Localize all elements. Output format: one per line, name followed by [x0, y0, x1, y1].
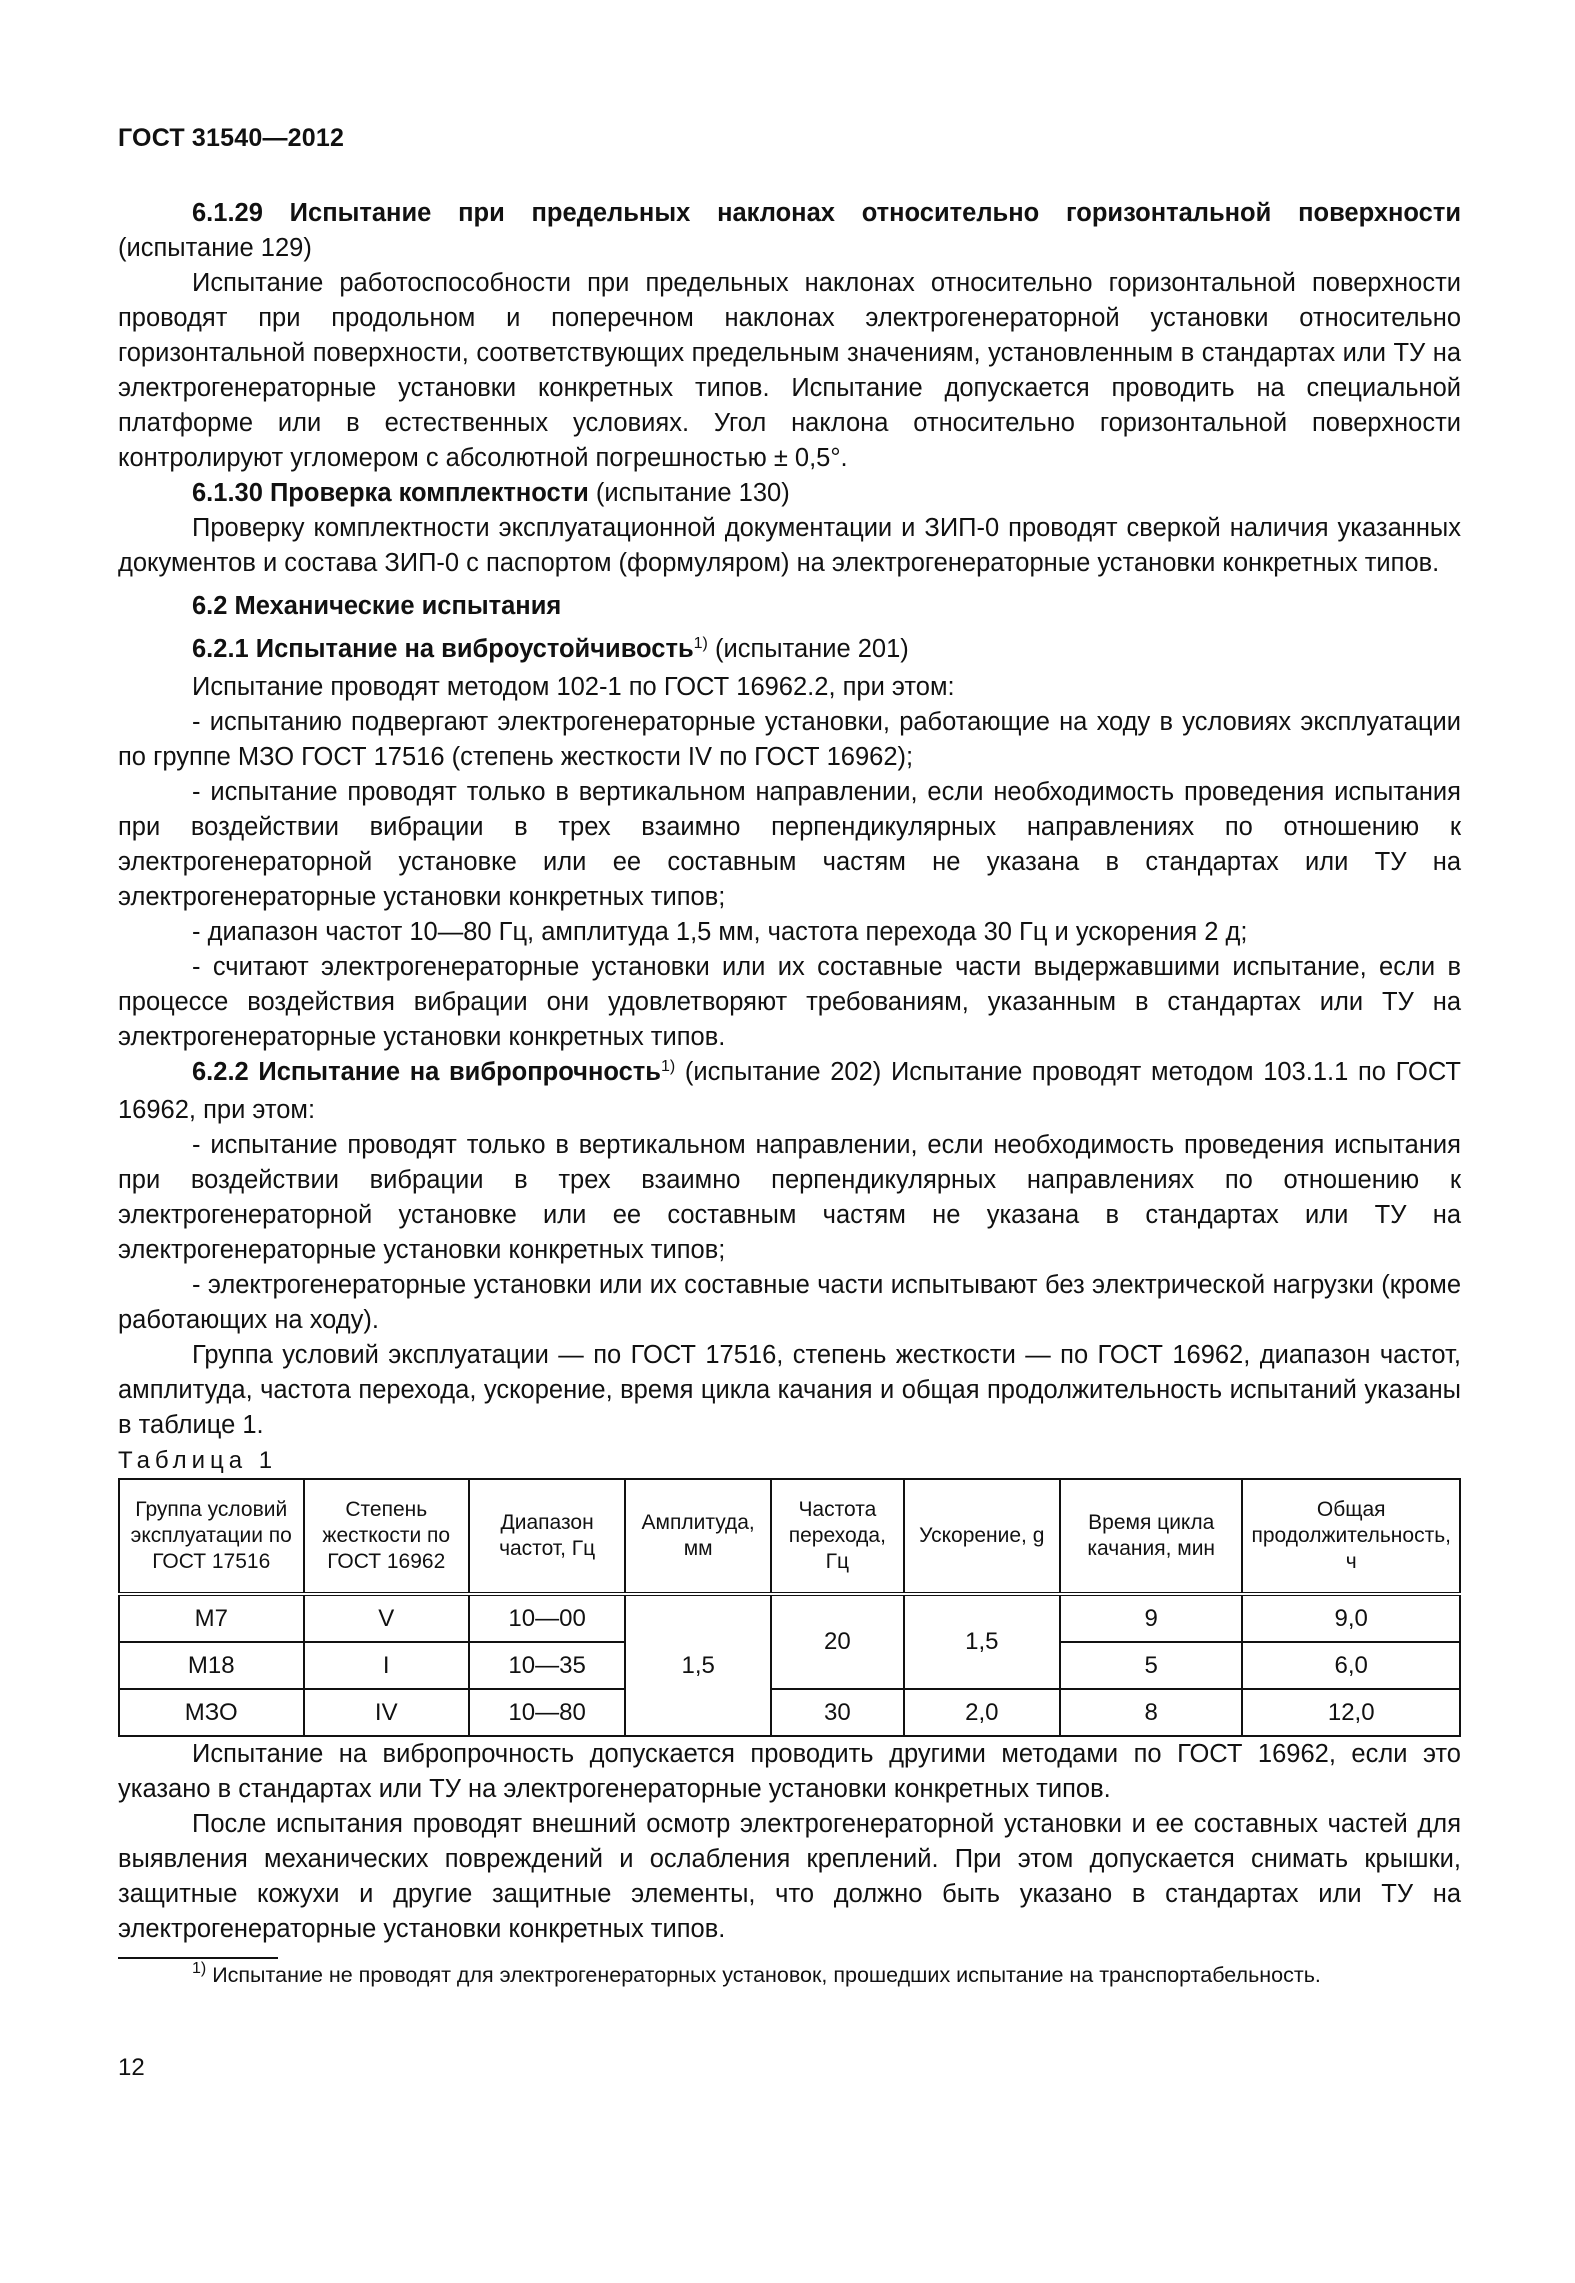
heading-text: 6.2 Механические испытания [192, 592, 562, 620]
table-cell: М18 [119, 1642, 304, 1689]
table-row [119, 1594, 1460, 1642]
column-header: Степень жесткости по ГОСТ 16962 [304, 1479, 470, 1594]
heading-text: 6.2.2 Испытание на вибропрочность [192, 1058, 661, 1086]
column-header: Группа условий эксплуатации по ГОСТ 17516 [119, 1479, 304, 1594]
column-header: Общая продолжительность, ч [1242, 1479, 1460, 1594]
heading-tail: (испытание 130) [588, 479, 790, 507]
section-6-2-1-heading [118, 632, 1461, 670]
table-cell: 10—00 [469, 1594, 625, 1642]
section-6-2-2-heading [118, 1055, 1461, 1128]
column-header: Амплитуда, мм [625, 1479, 771, 1594]
footnote-mark: 1) [693, 635, 708, 652]
column-header: Ускорение, g [904, 1479, 1060, 1594]
table-cell: 5 [1060, 1642, 1242, 1689]
table-cell-merged: 1,5 [625, 1594, 771, 1736]
section-6-1-30-body: Проверку комплектности эксплуатационной документации и ЗИП-0 проводят сверкой наличия указанных документов и состава ЗИП-0 с паспортом (формуляром) на электрогенераторные установки конкретных типов. [118, 514, 1461, 577]
column-header: Диапазон частот, Гц [469, 1479, 625, 1594]
heading-text: 6.2.1 Испытание на виброустойчивость [192, 635, 694, 663]
table-reference-paragraph: Группа условий эксплуатации — по ГОСТ 17516, степень жесткости — по ГОСТ 16962, диапазон частот, амплитуда, частота перехода, ускорение, время цикла качания и общая продолжительность испытаний указаны в таблице 1. [118, 1341, 1461, 1439]
table-1 [118, 1478, 1461, 1737]
table-header-row [119, 1479, 1460, 1594]
page-number: 12 [118, 2054, 145, 2081]
footnote-mark: 1) [192, 1960, 207, 1977]
document-code: ГОСТ 31540—2012 [118, 124, 345, 152]
table-cell: 12,0 [1242, 1689, 1460, 1736]
table-cell-merged: 1,5 [904, 1594, 1060, 1689]
table-cell: I [304, 1642, 470, 1689]
table-caption: Таблица 1 [118, 1447, 278, 1474]
list-item: - диапазон частот 10—80 Гц, амплитуда 1,5 мм, частота перехода 30 Гц и ускорения 2 д; [192, 918, 1248, 946]
table-cell: 8 [1060, 1689, 1242, 1736]
list-item: - испытанию подвергают электрогенераторные установки, работающие на ходу в условиях эксплуатации по группе МЗО ГОСТ 17516 (степень жесткости IV по ГОСТ 16962); [118, 708, 1461, 771]
heading-tail: (испытание 129) [118, 234, 312, 262]
table-cell: 6,0 [1242, 1642, 1460, 1689]
table-cell: 10—80 [469, 1689, 625, 1736]
section-6-1-29-body: Испытание работоспособности при предельных наклонах относительно горизонтальной поверхности проводят при продольном и поперечном наклонах электрогенераторной установки относительно горизонтальной поверхности, соответствующих предельным значениям, установленным в стандартах или ТУ на электрогенераторные установки конкретных типов. Испытание допускается проводить на специальной платформе или в естественных условиях. Угол наклона относительно горизонтальной поверхности контролируют угломером с абсолютной погрешностью ± 0,5°. [118, 269, 1461, 472]
list-item: - электрогенераторные установки или их составные части испытывают без электрической нагрузки (кроме работающих на ходу). [118, 1271, 1461, 1334]
table-cell: МЗО [119, 1689, 304, 1736]
section-6-1-30-heading [118, 476, 1461, 511]
table-cell: 9,0 [1242, 1594, 1460, 1642]
footnote-text: Испытание не проводят для электрогенераторных установок, прошедших испытание на транспортабельность. [206, 1963, 1321, 1987]
table-cell: IV [304, 1689, 470, 1736]
column-header: Время цикла качания, мин [1060, 1479, 1242, 1594]
table-cell: 10—35 [469, 1642, 625, 1689]
table-cell: 9 [1060, 1594, 1242, 1642]
table-cell: М7 [119, 1594, 304, 1642]
paragraph: После испытания проводят внешний осмотр электрогенераторной установки и ее составных частей для выявления механических повреждений и ослабления креплений. При этом допускается снимать крышки, защитные кожухи и другие защитные элементы, что должно быть указано в стандартах или ТУ на электрогенераторные установки конкретных типов. [118, 1810, 1461, 1943]
list-item: - испытание проводят только в вертикальном направлении, если необходимость проведения испытания при воздействии вибрации в трех взаимно перпендикулярных направлениях по отношению к электрогенераторной установке или ее составным частям не указана в стандартах или ТУ на электрогенераторные установки конкретных типов; [118, 1131, 1461, 1264]
table-cell: 2,0 [904, 1689, 1060, 1736]
section-6-1-29-heading [118, 196, 1461, 266]
heading-text: 6.1.29 Испытание при предельных наклонах относительно горизонтальной поверхности [192, 199, 1461, 227]
table-cell: V [304, 1594, 470, 1642]
table-row [119, 1689, 1460, 1736]
section-6-2-1-intro: Испытание проводят методом 102-1 по ГОСТ 16962.2, при этом: [192, 673, 955, 701]
column-header: Частота перехода, Гц [771, 1479, 903, 1594]
footnote [118, 1959, 1461, 1994]
list-item: - считают электрогенераторные установки или их составные части выдержавшими испытание, если в процессе воздействия вибрации они удовлетворяют требованиям, указанным в стандартах или ТУ на электрогенераторные установки конкретных типов. [118, 953, 1461, 1051]
heading-tail: (испытание 201) [707, 635, 909, 663]
table-cell: 30 [771, 1689, 903, 1736]
footnote-mark: 1) [660, 1058, 676, 1075]
section-6-2-heading [118, 589, 1461, 624]
page-content [118, 196, 1461, 1994]
table-cell-merged: 20 [771, 1594, 903, 1689]
list-item: - испытание проводят только в вертикальном направлении, если необходимость проведения испытания при воздействии вибрации в трех взаимно перпендикулярных направлениях по отношению к электрогенераторной установке или ее составным частям не указана в стандартах или ТУ на электрогенераторные установки конкретных типов; [118, 778, 1461, 911]
paragraph: Испытание на вибропрочность допускается проводить другими методами по ГОСТ 16962, если это указано в стандартах или ТУ на электрогенераторные установки конкретных типов. [118, 1740, 1461, 1803]
heading-text: 6.1.30 Проверка комплектности [192, 479, 589, 507]
heading-tail: (испытание 202) Испытание проводят методом 103.1.1 по ГОСТ 16962, при этом: [118, 1058, 1461, 1124]
